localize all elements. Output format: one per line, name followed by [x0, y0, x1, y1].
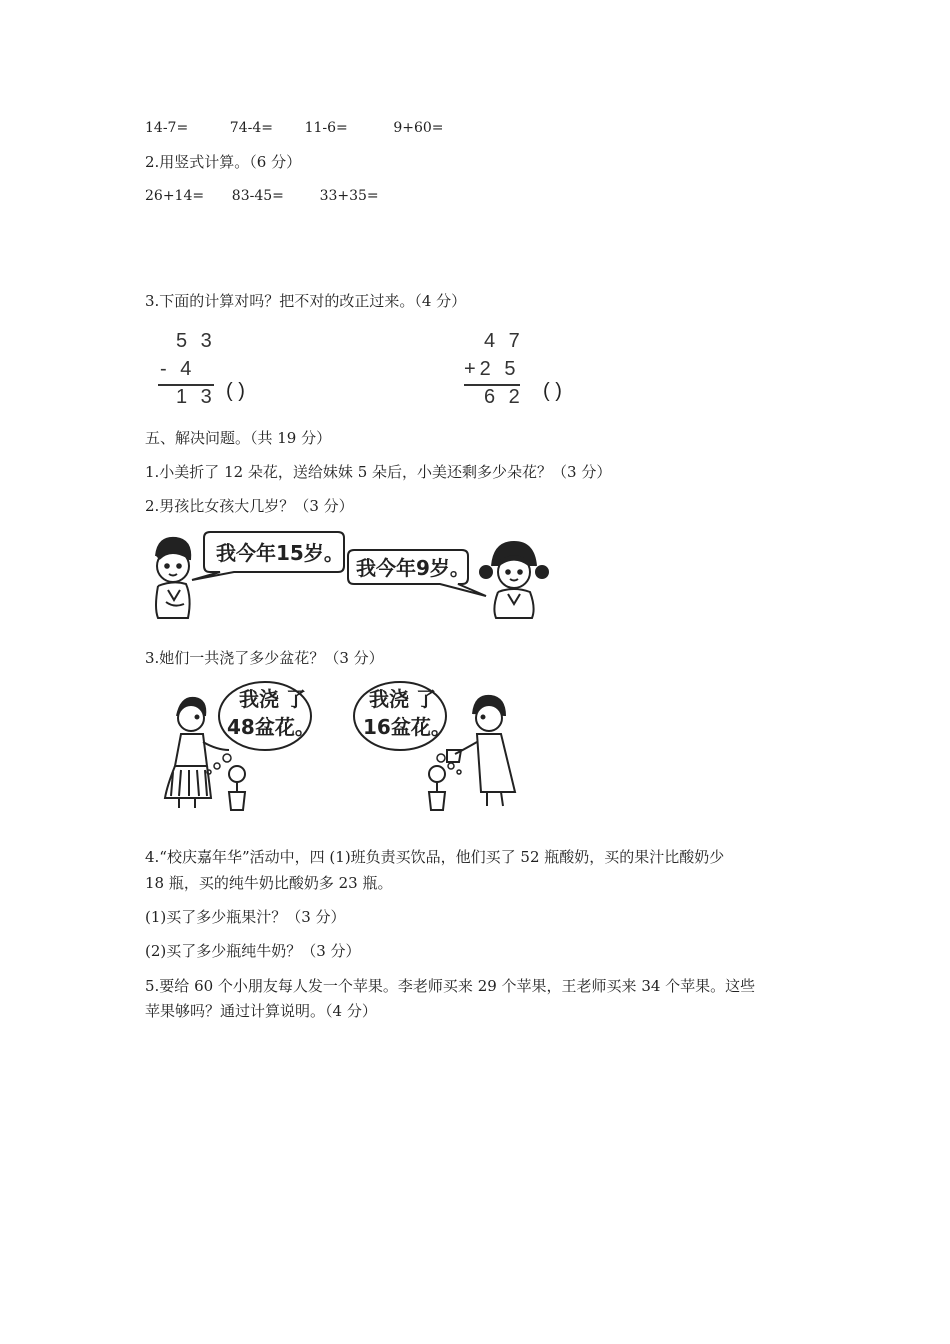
q2-items-row	[145, 186, 379, 204]
vertical-top: 4 7	[484, 330, 524, 352]
bubble-right-line1: 我浇 了	[369, 687, 436, 711]
oral-calc-row	[145, 118, 444, 136]
q2-title: 2.用竖式计算。（6 分）	[145, 153, 302, 171]
oral-calc-item: 11-6=	[304, 120, 348, 136]
boy-figure	[156, 538, 190, 618]
q2-item: 33+35=	[319, 188, 379, 204]
vertical-result: 1 3	[176, 386, 216, 408]
q2-item: 26+14=	[145, 188, 205, 204]
problem-3: 3.她们一共浇了多少盆花？（3 分）	[145, 649, 384, 667]
q3-title: 3.下面的计算对吗？把不对的改正过来。（4 分）	[145, 292, 467, 310]
q2-item: 83-45=	[231, 188, 284, 204]
vertical-operand: +2 5	[464, 358, 520, 380]
section5-title: 五、解决问题。（共 19 分）	[145, 429, 332, 447]
right-girl-figure	[447, 696, 515, 806]
girl-figure	[480, 542, 548, 618]
problem-5-line1: 5.要给 60 个小朋友每人发一个苹果。李老师买来 29 个苹果，王老师买来 34 个苹果。这些	[145, 977, 756, 995]
vertical-result: 6 2	[484, 386, 524, 408]
bubble-girl-text: 我今年9岁。	[356, 556, 470, 580]
flower-pot-right	[429, 766, 445, 810]
problem-2: 2.男孩比女孩大几岁？（3 分）	[145, 497, 354, 515]
bubble-boy-text: 我今年15岁。	[216, 541, 344, 565]
flower-pot-left	[229, 766, 245, 810]
age-illustration	[140, 528, 560, 624]
oral-calc-item: 74-4=	[229, 120, 273, 136]
thought-bubble-left	[207, 682, 315, 774]
watering-illustration	[155, 680, 525, 816]
problem-4-line1: 4.“校庆嘉年华”活动中，四 (1)班负责买饮品，他们买了 52 瓶酸奶，买的果汁比酸奶少	[145, 848, 725, 866]
answer-paren-b[interactable]: ( )	[543, 380, 562, 402]
problem-4-sub2: (2)买了多少瓶纯牛奶？（3 分）	[145, 942, 361, 960]
vertical-calc-b	[464, 330, 524, 410]
bubble-left-line2: 48盆花。	[227, 715, 315, 739]
problem-1: 1.小美折了 12 朵花，送给妹妹 5 朵后，小美还剩多少朵花？（3 分）	[145, 463, 612, 481]
bubble-right-line2: 16盆花。	[363, 715, 451, 739]
vertical-calc-a	[158, 330, 218, 410]
thought-bubble-right	[354, 682, 461, 774]
problem-4-line2: 18 瓶，买的纯牛奶比酸奶多 23 瓶。	[145, 874, 393, 892]
speech-bubble-girl	[348, 550, 486, 596]
problem-5-line2: 苹果够吗？通过计算说明。（4 分）	[145, 1002, 377, 1020]
vertical-top: 5 3	[176, 330, 216, 352]
answer-paren-a[interactable]: ( )	[226, 380, 245, 402]
speech-bubble-boy	[192, 532, 344, 580]
oral-calc-item: 14-7=	[145, 120, 189, 136]
oral-calc-item: 9+60=	[393, 120, 444, 136]
problem-4-sub1: (1)买了多少瓶果汁？（3 分）	[145, 908, 346, 926]
vertical-operand: - 4	[160, 358, 196, 380]
bubble-left-line1: 我浇 了	[239, 687, 306, 711]
